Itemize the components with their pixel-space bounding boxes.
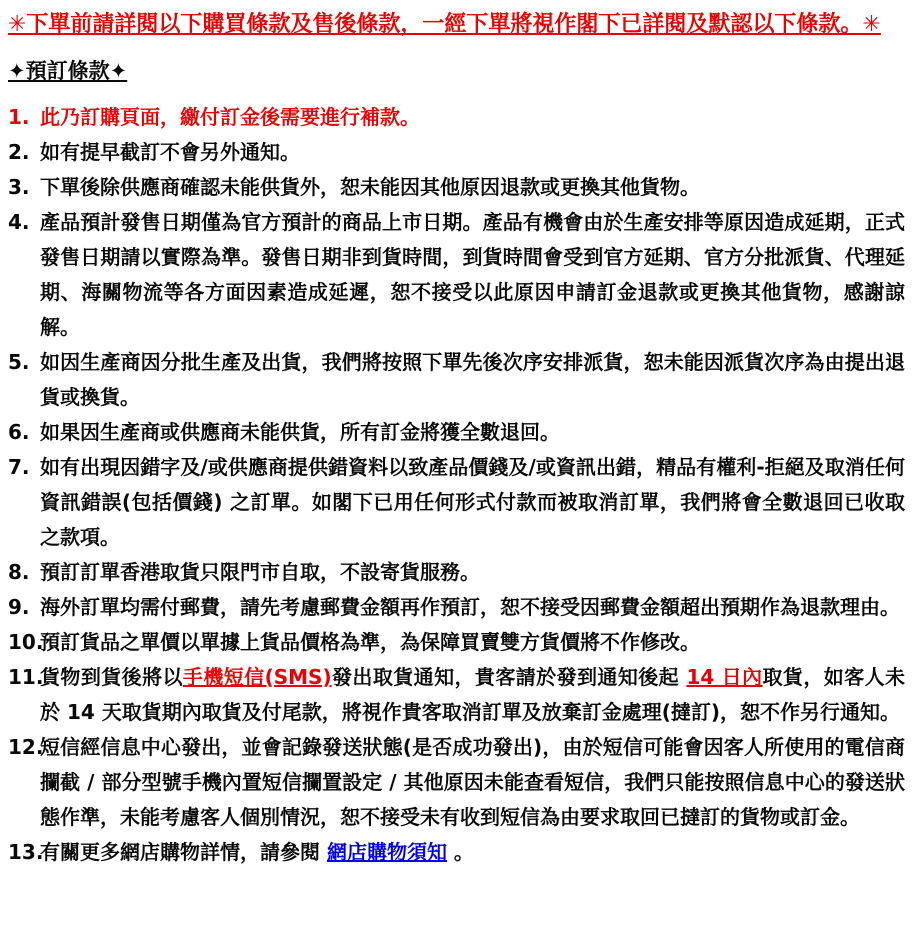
term-text: 產品預計發售日期僅為官方預計的商品上市日期。產品有機會由於生產安排等原因造成延期，正式發售日期請以實際為準。發售日期非到貨時間，到貨時間會受到官方延期、官方分批派貨、代理延期、海關物流等各方面因素造成延遲，恕不接受以此原因申請訂金退款或更換其他貨物，感謝諒解。 (40, 210, 905, 339)
header-notice: ✳下單前請詳閱以下購買條款及售後條款，一經下單將視作閣下已詳閱及默認以下條款。✳ (8, 12, 881, 37)
term-number: 12. (8, 735, 44, 759)
term-item-3 (8, 170, 905, 205)
term-text-segment: 。 (446, 840, 474, 864)
term-number: 6. (8, 420, 30, 444)
term-text: 如有出現因錯字及/或供應商提供錯資料以致產品價錢及/或資訊出錯，精品有權利-拒絕及取消任何資訊錯誤(包括價錢) 之訂單。如閣下已用任何形式付款而被取消訂單，我們將會全數退回已收取之款項。 (40, 455, 905, 549)
term-item-13 (8, 835, 905, 870)
term-item-9 (8, 590, 905, 625)
term-number: 3. (8, 175, 30, 199)
term-number: 11. (8, 665, 44, 689)
term-item-5 (8, 345, 905, 415)
term-text: 下單後除供應商確認未能供貨外，恕未能因其他原因退款或更換其他貨物。 (40, 175, 700, 199)
term-text-segment: 有關更多網店購物詳情，請參閱 (40, 840, 327, 864)
term-number: 10. (8, 630, 44, 654)
term-item-8 (8, 555, 905, 590)
pickup-deadline-highlight: 14 日內 (686, 665, 763, 689)
term-text: 如有提早截訂不會另外通知。 (40, 140, 300, 164)
term-text-segment: 貨物到貨後將以 (40, 665, 183, 689)
term-number: 13. (8, 840, 44, 864)
term-item-10 (8, 625, 905, 660)
term-number: 2. (8, 140, 30, 164)
term-text: 如因生產商因分批生產及出貨，我們將按照下單先後次序安排派貨，恕未能因派貨次序為由提出退貨或換貨。 (40, 350, 905, 409)
term-text: 如果因生產商或供應商未能供貨，所有訂金將獲全數退回。 (40, 420, 560, 444)
term-item-2 (8, 135, 905, 170)
term-item-12 (8, 730, 905, 835)
sms-highlight: 手機短信(SMS) (182, 665, 332, 689)
term-number: 7. (8, 455, 30, 479)
term-number: 9. (8, 595, 30, 619)
term-text: 預訂貨品之單價以單據上貨品價格為準，為保障買賣雙方貨價將不作修改。 (40, 630, 700, 654)
term-number: 8. (8, 560, 30, 584)
term-text (40, 840, 474, 864)
term-text-segment: 發出取貨通知，貴客請於發到通知後起 (331, 665, 687, 689)
term-number: 4. (8, 210, 30, 234)
term-item-11 (8, 660, 905, 730)
term-text: 海外訂單均需付郵費，請先考慮郵費金額再作預訂，恕不接受因郵費金額超出預期作為退款理由。 (40, 595, 900, 619)
shop-notice-link[interactable]: 網店購物須知 (326, 840, 447, 864)
term-item-6 (8, 415, 905, 450)
term-text: 此乃訂購頁面，繳付訂金後需要進行補款。 (40, 105, 420, 129)
term-number: 5. (8, 350, 30, 374)
term-text (40, 665, 905, 724)
section-heading-preorder-terms: ✦預訂條款✦ (8, 59, 128, 83)
term-text-segment: 取貨，如客人未於 14 天取貨期內取貨及付尾款，將視作貴客取消訂單及放棄訂金處理(撻訂)，恕不作另行通知。 (40, 665, 906, 724)
term-item-1 (8, 100, 905, 135)
term-text: 短信經信息中心發出，並會記錄發送狀態(是否成功發出)，由於短信可能會因客人所使用的電信商攔截 / 部分型號手機內置短信攔置設定 / 其他原因未能查看短信，我們只能按照信息中心的發送狀態作準，未能考慮客人個別情況，恕不接受未有收到短信為由要求取回已撻訂的貨物或訂金。 (40, 735, 905, 829)
term-text: 預訂訂單香港取貨只限門市自取，不設寄貨服務。 (40, 560, 480, 584)
term-number: 1. (8, 105, 30, 129)
term-item-7 (8, 450, 905, 555)
terms-list (8, 100, 905, 870)
term-item-4 (8, 205, 905, 345)
